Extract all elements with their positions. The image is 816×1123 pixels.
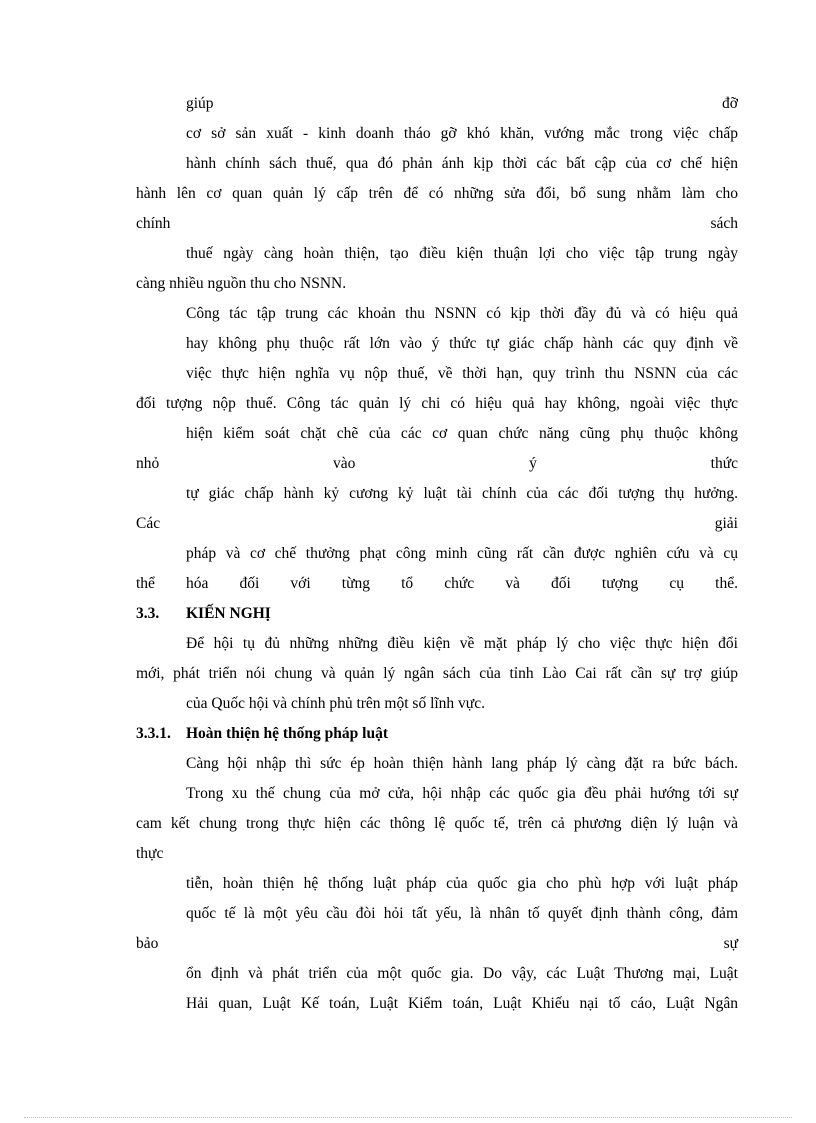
text-line (136, 454, 738, 474)
word: Các (136, 515, 161, 532)
text-line: Hải quan, Luật Kế toán, Luật Kiểm toán, Luật Khiếu nại tố cáo, Luật Ngân (186, 995, 738, 1012)
text-line: ổn định và phát triển của một quốc gia. Do vậy, các Luật Thương mại, Luật (186, 965, 738, 982)
text-line: thuế ngày càng hoàn thiện, tạo điều kiện thuận lợi cho việc tập trung ngày (186, 245, 738, 262)
word: sự (723, 935, 738, 952)
word: và (505, 575, 520, 592)
word: bảo (136, 935, 159, 952)
text-line (136, 514, 738, 534)
text-line: của Quốc hội và chính phủ trên một số lĩnh vực. (186, 695, 485, 712)
section-title: Hoàn thiện hệ thống pháp luật (186, 725, 388, 742)
text-line: đối tượng nộp thuế. Công tác quản lý chi có hiệu quả hay không, ngoài việc thực (136, 395, 738, 412)
word: tượng (601, 575, 639, 592)
word: ý (529, 455, 537, 472)
section-number: 3.3. (136, 605, 160, 622)
text-line: Trong xu thế chung của mở cửa, hội nhập các quốc gia đều phải hướng tới sự (186, 785, 738, 802)
word: đối (239, 575, 260, 592)
text-line: cơ sở sản xuất - kinh doanh tháo gỡ khó khăn, vướng mắc trong việc chấp (186, 125, 738, 142)
word: đỡ (722, 95, 738, 112)
text-line: quốc tế là một yêu cầu đòi hỏi tất yếu, là nhân tố quyết định thành công, đảm (186, 905, 738, 922)
word: hóa (186, 575, 209, 592)
section-number: 3.3.1. (136, 725, 171, 742)
word: với (290, 575, 311, 592)
text-line: hiện kiểm soát chặt chẽ của các cơ quan chức năng cũng phụ thuộc không (186, 425, 738, 442)
text-line: cam kết chung trong thực hiện các thông lệ quốc tế, trên cả phương diện lý luận và (136, 815, 738, 832)
word: nhỏ (136, 455, 160, 472)
text-line: Để hội tụ đủ những những điều kiện về mặt pháp lý cho việc thực hiện đổi (186, 635, 738, 652)
word: vào (333, 455, 356, 472)
text-line: tự giác chấp hành kỷ cương kỷ luật tài chính của các đối tượng thụ hưởng. (186, 485, 738, 502)
section-heading (136, 604, 271, 624)
word: cụ (669, 575, 685, 592)
text-line: Càng hội nhập thì sức ép hoàn thiện hành lang pháp lý càng đặt ra bức bách. (186, 755, 738, 772)
text-line: tiễn, hoàn thiện hệ thống luật pháp của quốc gia cho phù hợp với luật pháp (186, 875, 738, 892)
text-line (136, 574, 738, 594)
word: sách (710, 215, 738, 232)
text-line: hành lên cơ quan quản lý cấp trên để có những sửa đổi, bổ sung nhằm làm cho (136, 185, 738, 202)
text-line: thực (136, 845, 164, 862)
text-line: hành chính sách thuế, qua đó phản ánh kịp thời các bất cập của cơ chế hiện (186, 155, 738, 172)
word: giúp (186, 95, 214, 112)
text-line: hay không phụ thuộc rất lớn vào ý thức tự giác chấp hành các quy định về (186, 335, 738, 352)
word: đối (551, 575, 571, 592)
word: thể. (715, 575, 738, 592)
text-line (186, 94, 738, 114)
text-line: càng nhiều nguồn thu cho NSNN. (136, 275, 347, 292)
text-line: việc thực hiện nghĩa vụ nộp thuế, về thời hạn, quy trình thu NSNN của các (186, 365, 738, 382)
section-title: KIẾN NGHỊ (186, 605, 271, 622)
word: thức (710, 455, 738, 472)
word: chính (136, 215, 171, 232)
page-bottom-border (24, 1117, 792, 1118)
word: từng (341, 575, 370, 592)
word: giải (714, 515, 738, 532)
text-line: Công tác tập trung các khoản thu NSNN có kịp thời đầy đủ và có hiệu quả (186, 305, 738, 322)
word: tổ (401, 575, 414, 592)
text-line (136, 934, 738, 954)
text-line (136, 214, 738, 234)
text-line: pháp và cơ chế thưởng phạt công minh cũng rất cần được nghiên cứu và cụ (186, 545, 738, 562)
word: thể (136, 575, 155, 592)
text-line: mới, phát triển nói chung và quản lý ngân sách của tỉnh Lào Cai rất cần sự trợ giúp (136, 665, 738, 682)
word: chức (444, 575, 475, 592)
subsection-heading (136, 724, 388, 744)
